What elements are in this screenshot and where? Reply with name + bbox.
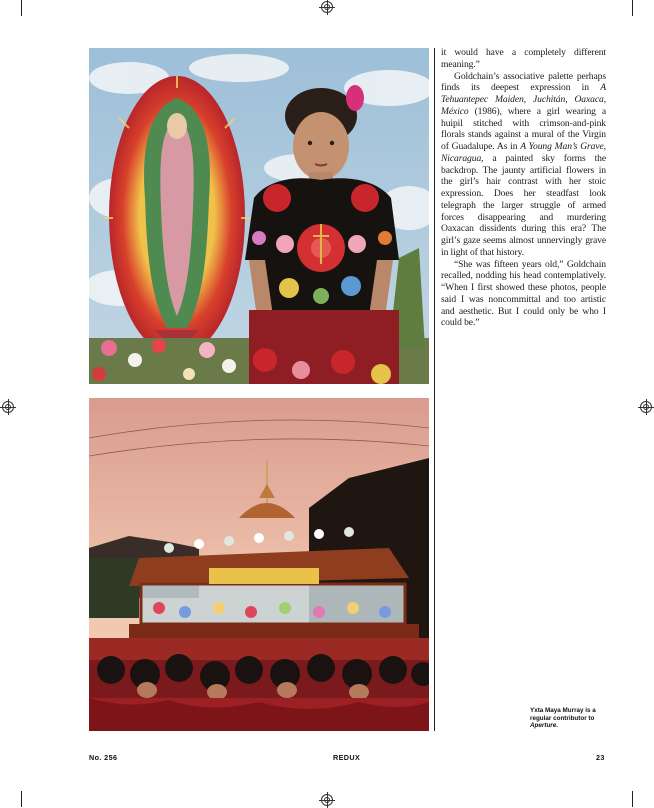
column-rule xyxy=(434,48,435,731)
article-body xyxy=(441,47,606,329)
paragraph xyxy=(441,47,606,71)
photo-tehuantepec-maiden xyxy=(89,48,429,384)
text-run: . xyxy=(556,722,558,730)
paragraph xyxy=(441,259,606,330)
text-run: , a painted sky forms the backdrop. The jaunty artificial flowers in the girl’s hair contrast with her stoic expression. Does her steadfast look telegraph the larger struggle of armed forces disappearing and murdering Oaxacan dissidents during this era? The girl’s gaze seems almost unnervingly grave in light of that history. xyxy=(441,152,606,258)
paragraph xyxy=(441,71,606,259)
italic-title: A Young Man’s Grave, Nicaragua xyxy=(441,141,606,164)
text-run: it would have a completely different meaning.” xyxy=(441,47,606,70)
text-run: Goldchain’s associative palette perhaps finds its deepest expression in xyxy=(441,70,606,94)
crop-mark xyxy=(21,0,22,16)
section-title: REDUX xyxy=(333,753,361,762)
crop-mark xyxy=(632,0,633,16)
crop-mark xyxy=(632,791,633,807)
contributor-note xyxy=(530,707,606,730)
registration-mark-icon xyxy=(321,1,333,13)
text-run: Yxta Maya Murray is a regular contributor to xyxy=(530,707,596,722)
italic-title: A Tehuantepec Maiden, Juchitán, Oaxaca, México xyxy=(441,82,606,117)
text-run: “She was fifteen years old,” Goldchain recalled, nodding his head contemplatively. “When I first showed these photos, people said I was noncommittal and too artistic and aesthetic. But I could only be who I could be.” xyxy=(441,258,606,329)
crop-mark xyxy=(21,791,22,807)
registration-mark-icon xyxy=(640,401,652,413)
photo-procession xyxy=(89,398,429,731)
text-run: (1986), where a girl wearing a huipil stitched with crimson-and-pink florals stands against a mural of the Virgin of Guadalupe. As in xyxy=(441,105,606,152)
issue-number: No. 256 xyxy=(89,753,118,762)
page-number: 23 xyxy=(596,753,605,762)
registration-mark-icon xyxy=(2,401,14,413)
italic-title: Aperture xyxy=(530,722,557,730)
registration-mark-icon xyxy=(321,794,333,806)
